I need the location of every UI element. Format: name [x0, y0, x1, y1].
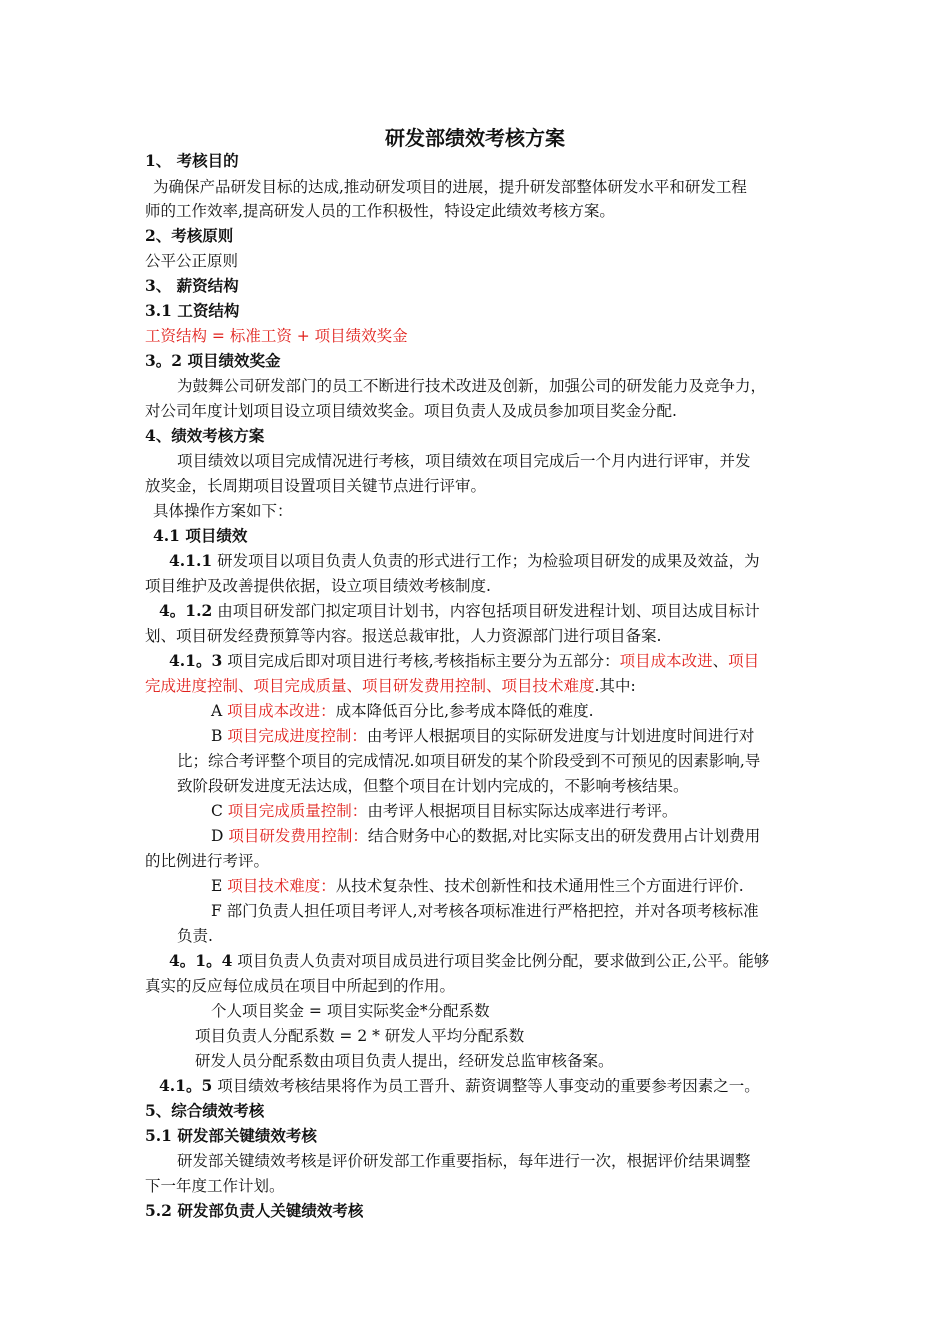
paragraph: 研发部关键绩效考核是评价研发部工作重要指标，每年进行一次，根据评价结果调整 [177, 1152, 751, 1170]
paragraph: 致阶段研发进度无法达成，但整个项目在计划内完成的，不影响考核结果。 [177, 777, 689, 795]
subsection-heading: 5.1 研发部关键绩效考核 [145, 1126, 317, 1145]
paragraph: 具体操作方案如下： [153, 502, 293, 520]
list-item: 4.1。5 项目绩效考核结果将作为员工晋升、薪资调整等人事变动的重要参考因素之一。 [159, 1076, 760, 1095]
subsection-heading: 4.1 项目绩效 [153, 526, 248, 545]
paragraph: 研发人员分配系数由项目负责人提出，经研发总监审核备案。 [195, 1052, 614, 1070]
paragraph: 为鼓舞公司研发部门的员工不断进行技术改进及创新，加强公司的研发能力及竞争力， [177, 377, 767, 395]
paragraph: 放奖金，长周期项目设置项目关键节点进行评审。 [145, 477, 487, 495]
paragraph: 比；综合考评整个项目的完成情况.如项目研发的某个阶段受到不可预见的因素影响,导 [177, 752, 761, 770]
list-item: 4。1。4 项目负责人负责对项目成员进行项目奖金比例分配，要求做到公正,公平。能够 [169, 951, 770, 970]
paragraph: 的比例进行考评。 [145, 852, 270, 870]
list-item: 4。1.2 由项目研发部门拟定项目计划书，内容包括项目研发进程计划、项目达成目标计 [159, 601, 760, 620]
section-5-heading: 5、综合绩效考核 [145, 1101, 265, 1120]
paragraph: 负责. [177, 927, 213, 945]
subsection-heading: 3.1 工资结构 [145, 301, 240, 320]
salary-formula: 工资结构 = 标准工资 + 项目绩效奖金 [145, 327, 408, 345]
paragraph: 划、项目研发经费预算等内容。报送总裁审批，人力资源部门进行项目备案. [145, 627, 662, 645]
list-item: 4.1.1 研发项目以项目负责人负责的形式进行工作；为检验项目研发的成果及效益，为 [169, 551, 760, 570]
paragraph: 项目维护及改善提供依据，设立项目绩效考核制度. [145, 577, 491, 595]
criterion-b: B 项目完成进度控制：由考评人根据项目的实际研发进度与计划进度时间进行对 [211, 727, 755, 745]
section-4-heading: 4、绩效考核方案 [145, 426, 265, 445]
coefficient-formula: 项目负责人分配系数 = 2 * 研发人平均分配系数 [195, 1027, 525, 1045]
subsection-heading: 3。2 项目绩效奖金 [145, 351, 281, 370]
paragraph: 项目绩效以项目完成情况进行考核，项目绩效在项目完成后一个月内进行评审，并发 [177, 452, 751, 470]
page-title: 研发部绩效考核方案 [385, 126, 565, 150]
paragraph: 真实的反应每位成员在项目中所起到的作用。 [145, 977, 456, 995]
criterion-a: A 项目成本改进：成本降低百分比,参考成本降低的难度. [211, 702, 594, 720]
section-3-heading: 3、 薪资结构 [145, 276, 239, 295]
criterion-c: C 项目完成质量控制：由考评人根据项目目标实际达成率进行考评。 [211, 802, 678, 820]
paragraph: 公平公正原则 [145, 252, 239, 270]
paragraph: 下一年度工作计划。 [145, 1177, 285, 1195]
paragraph: 师的工作效率,提高研发人员的工作积极性，特设定此绩效考核方案。 [145, 202, 615, 220]
criterion-f: F 部门负责人担任项目考评人,对考核各项标准进行严格把控，并对各项考核标准 [211, 902, 759, 920]
criterion-d: D 项目研发费用控制：结合财务中心的数据,对比实际支出的研发费用占计划费用 [211, 827, 761, 845]
section-2-heading: 2、考核原则 [145, 226, 234, 245]
list-item: 4.1。3 项目完成后即对项目进行考核,考核指标主要分为五部分：项目成本改进、项目 [169, 651, 760, 670]
section-1-heading: 1、 考核目的 [145, 151, 239, 170]
paragraph: 对公司年度计划项目设立项目绩效奖金。项目负责人及成员参加项目奖金分配. [145, 402, 677, 420]
subsection-heading: 5.2 研发部负责人关键绩效考核 [145, 1201, 364, 1220]
paragraph: 完成进度控制、项目完成质量、项目研发费用控制、项目技术难度.其中: [145, 677, 636, 695]
bonus-formula: 个人项目奖金 = 项目实际奖金*分配系数 [211, 1002, 490, 1020]
criterion-e: E 项目技术难度：从技术复杂性、技术创新性和技术通用性三个方面进行评价. [211, 877, 744, 895]
paragraph: 为确保产品研发目标的达成,推动研发项目的进展，提升研发部整体研发水平和研发工程 [153, 178, 747, 196]
